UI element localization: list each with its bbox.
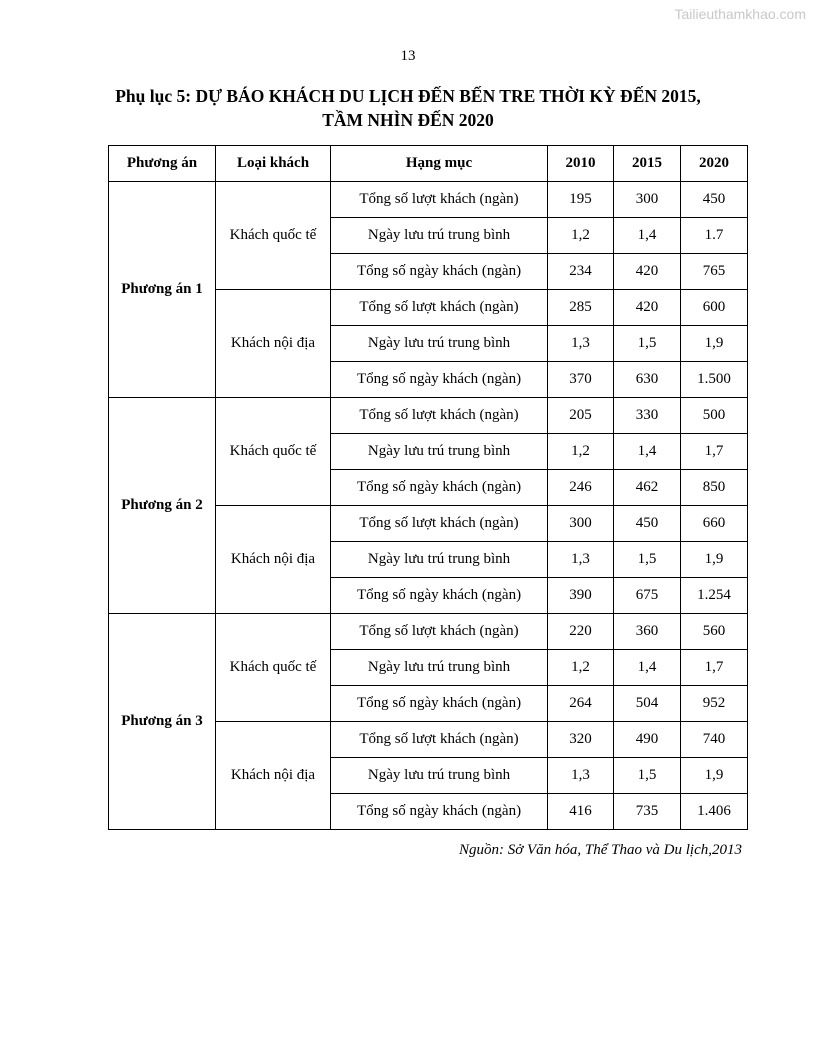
value-2010-cell: 246 <box>548 470 614 506</box>
item-cell: Ngày lưu trú trung bình <box>331 218 548 254</box>
item-cell: Ngày lưu trú trung bình <box>331 758 548 794</box>
value-2010-cell: 1,2 <box>548 434 614 470</box>
header-year-2020: 2020 <box>681 146 748 182</box>
value-2010-cell: 1,3 <box>548 758 614 794</box>
visitor-type-cell: Khách quốc tế <box>216 182 331 290</box>
table-row <box>109 614 748 650</box>
value-2015-cell: 420 <box>614 254 681 290</box>
value-2020-cell: 450 <box>681 182 748 218</box>
item-cell: Ngày lưu trú trung bình <box>331 434 548 470</box>
item-cell: Tổng số lượt khách (ngàn) <box>331 290 548 326</box>
title-line-1: Phụ lục 5: DỰ BÁO KHÁCH DU LỊCH ĐẾN BẾN TRE THỜI KỲ ĐẾN 2015, <box>115 86 701 106</box>
value-2015-cell: 504 <box>614 686 681 722</box>
visitor-type-cell: Khách nội địa <box>216 722 331 830</box>
table-row <box>109 182 748 218</box>
value-2015-cell: 490 <box>614 722 681 758</box>
value-2010-cell: 205 <box>548 398 614 434</box>
value-2020-cell: 560 <box>681 614 748 650</box>
visitor-type-cell: Khách nội địa <box>216 506 331 614</box>
item-cell: Tổng số ngày khách (ngàn) <box>331 362 548 398</box>
header-year-2010: 2010 <box>548 146 614 182</box>
value-2020-cell: 952 <box>681 686 748 722</box>
value-2010-cell: 1,3 <box>548 326 614 362</box>
page-number: 13 <box>400 48 416 64</box>
value-2015-cell: 1,4 <box>614 218 681 254</box>
option-name-cell: Phương án 2 <box>109 398 216 614</box>
value-2010-cell: 285 <box>548 290 614 326</box>
value-2015-cell: 1,5 <box>614 326 681 362</box>
title-line-2: TẦM NHÌN ĐẾN 2020 <box>322 110 494 130</box>
option-name-cell: Phương án 1 <box>109 182 216 398</box>
value-2020-cell: 850 <box>681 470 748 506</box>
value-2015-cell: 1,4 <box>614 650 681 686</box>
visitor-type-cell: Khách quốc tế <box>216 398 331 506</box>
table-row <box>109 398 748 434</box>
item-cell: Ngày lưu trú trung bình <box>331 326 548 362</box>
source-note: Nguồn: Sở Văn hóa, Thể Thao và Du lịch,2013 <box>459 842 742 858</box>
forecast-table <box>108 145 748 830</box>
visitor-type-cell: Khách quốc tế <box>216 614 331 722</box>
value-2010-cell: 320 <box>548 722 614 758</box>
item-cell: Tổng số lượt khách (ngàn) <box>331 506 548 542</box>
item-cell: Ngày lưu trú trung bình <box>331 542 548 578</box>
value-2020-cell: 1.254 <box>681 578 748 614</box>
value-2020-cell: 1.500 <box>681 362 748 398</box>
value-2020-cell: 740 <box>681 722 748 758</box>
value-2015-cell: 735 <box>614 794 681 830</box>
value-2020-cell: 660 <box>681 506 748 542</box>
header-year-2015: 2015 <box>614 146 681 182</box>
value-2015-cell: 462 <box>614 470 681 506</box>
item-cell: Ngày lưu trú trung bình <box>331 650 548 686</box>
value-2020-cell: 1.406 <box>681 794 748 830</box>
value-2010-cell: 416 <box>548 794 614 830</box>
value-2010-cell: 220 <box>548 614 614 650</box>
value-2015-cell: 300 <box>614 182 681 218</box>
value-2010-cell: 1,2 <box>548 218 614 254</box>
value-2010-cell: 1,2 <box>548 650 614 686</box>
value-2010-cell: 300 <box>548 506 614 542</box>
table-header-row <box>109 146 748 182</box>
value-2015-cell: 360 <box>614 614 681 650</box>
value-2010-cell: 264 <box>548 686 614 722</box>
header-item: Hạng mục <box>331 146 548 182</box>
value-2020-cell: 1.7 <box>681 218 748 254</box>
value-2020-cell: 1,7 <box>681 434 748 470</box>
header-visitor-type: Loại khách <box>216 146 331 182</box>
value-2015-cell: 450 <box>614 506 681 542</box>
item-cell: Tổng số ngày khách (ngàn) <box>331 794 548 830</box>
value-2015-cell: 675 <box>614 578 681 614</box>
watermark: Tailieuthamkhao.com <box>674 6 806 22</box>
item-cell: Tổng số lượt khách (ngàn) <box>331 614 548 650</box>
item-cell: Tổng số lượt khách (ngàn) <box>331 182 548 218</box>
value-2010-cell: 195 <box>548 182 614 218</box>
value-2010-cell: 370 <box>548 362 614 398</box>
value-2010-cell: 1,3 <box>548 542 614 578</box>
header-option: Phương án <box>109 146 216 182</box>
value-2020-cell: 1,9 <box>681 758 748 794</box>
value-2020-cell: 1,9 <box>681 542 748 578</box>
value-2010-cell: 234 <box>548 254 614 290</box>
value-2020-cell: 500 <box>681 398 748 434</box>
value-2015-cell: 330 <box>614 398 681 434</box>
value-2015-cell: 1,5 <box>614 542 681 578</box>
option-name-cell: Phương án 3 <box>109 614 216 830</box>
value-2020-cell: 765 <box>681 254 748 290</box>
item-cell: Tổng số ngày khách (ngàn) <box>331 578 548 614</box>
value-2015-cell: 630 <box>614 362 681 398</box>
item-cell: Tổng số ngày khách (ngàn) <box>331 686 548 722</box>
value-2010-cell: 390 <box>548 578 614 614</box>
visitor-type-cell: Khách nội địa <box>216 290 331 398</box>
table-body <box>109 182 748 830</box>
value-2015-cell: 1,5 <box>614 758 681 794</box>
value-2015-cell: 1,4 <box>614 434 681 470</box>
item-cell: Tổng số ngày khách (ngàn) <box>331 470 548 506</box>
value-2020-cell: 1,9 <box>681 326 748 362</box>
item-cell: Tổng số lượt khách (ngàn) <box>331 722 548 758</box>
value-2020-cell: 600 <box>681 290 748 326</box>
item-cell: Tổng số ngày khách (ngàn) <box>331 254 548 290</box>
value-2015-cell: 420 <box>614 290 681 326</box>
page-title <box>60 84 756 132</box>
value-2020-cell: 1,7 <box>681 650 748 686</box>
item-cell: Tổng số lượt khách (ngàn) <box>331 398 548 434</box>
